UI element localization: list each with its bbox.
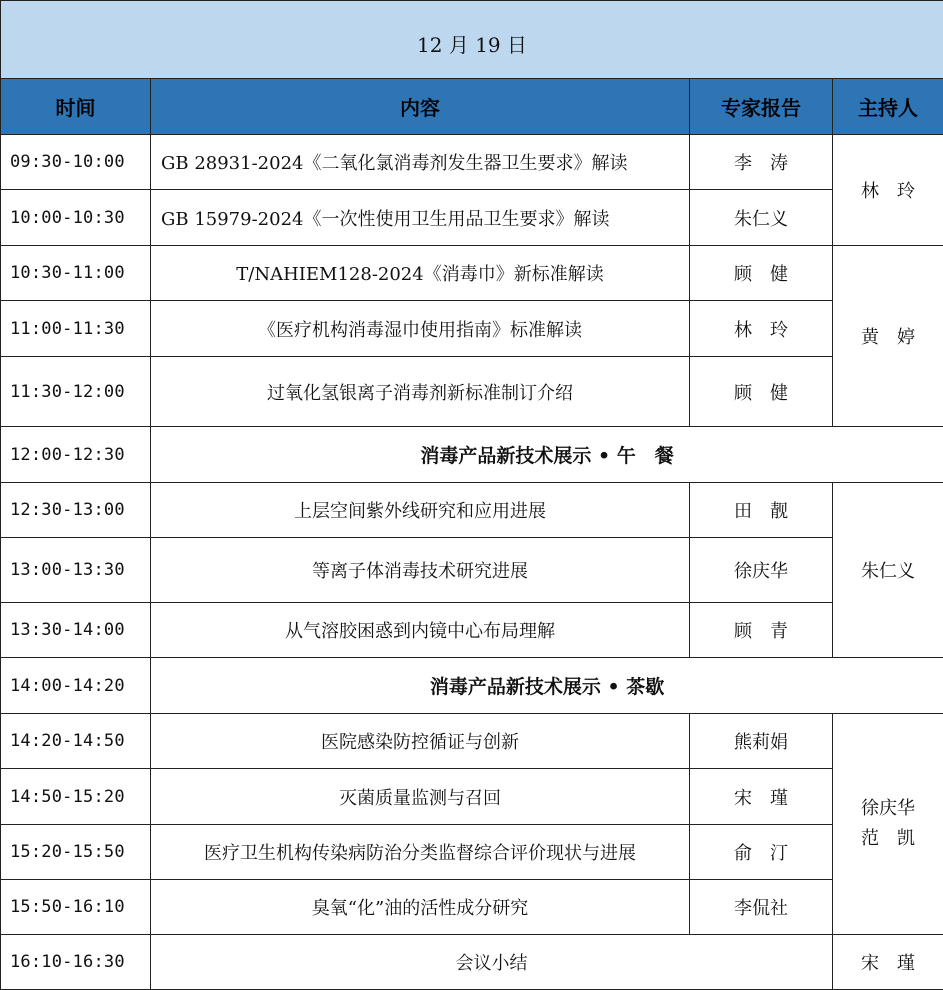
host-cell	[833, 714, 943, 935]
row-time: 10:00-10:30	[1, 190, 151, 246]
table-row	[1, 135, 943, 190]
row-speaker: 李 涛	[690, 135, 833, 190]
table-row	[1, 246, 943, 301]
table-row	[1, 769, 943, 825]
row-speaker: 林 玲	[690, 301, 833, 357]
row-content: 医院感染防控循证与创新	[151, 714, 690, 769]
header-time: 时间	[1, 79, 151, 135]
row-time: 14:20-14:50	[1, 714, 151, 769]
row-speaker: 顾 健	[690, 246, 833, 301]
table-row	[1, 658, 943, 714]
row-time: 15:20-15:50	[1, 825, 151, 880]
row-time: 09:30-10:00	[1, 135, 151, 190]
row-content: 《医疗机构消毒湿巾使用指南》标准解读	[151, 301, 690, 357]
break-label: 消毒产品新技术展示 • 午 餐	[151, 427, 943, 483]
host-cell: 林 玲	[833, 135, 943, 246]
row-content: 从气溶胶困惑到内镜中心布局理解	[151, 603, 690, 658]
row-time: 12:30-13:00	[1, 483, 151, 538]
table-row	[1, 538, 943, 603]
header-speaker: 专家报告	[690, 79, 833, 135]
host-cell: 宋 瑾	[833, 935, 943, 990]
row-time: 13:30-14:00	[1, 603, 151, 658]
row-speaker: 朱仁义	[690, 190, 833, 246]
row-content: GB 15979-2024《一次性使用卫生用品卫生要求》解读	[151, 190, 690, 246]
row-content: 会议小结	[151, 935, 833, 990]
table-row	[1, 603, 943, 658]
row-speaker: 宋 瑾	[690, 769, 833, 825]
table-row	[1, 190, 943, 246]
row-speaker: 顾 健	[690, 357, 833, 427]
row-content: 医疗卫生机构传染病防治分类监督综合评价现状与进展	[151, 825, 690, 880]
table-row	[1, 357, 943, 427]
table-row	[1, 301, 943, 357]
break-label: 消毒产品新技术展示 • 茶歇	[151, 658, 943, 714]
row-time: 14:50-15:20	[1, 769, 151, 825]
host-name: 范 凯	[833, 824, 943, 854]
header-host: 主持人	[833, 79, 943, 135]
header-content: 内容	[151, 79, 690, 135]
row-time: 11:00-11:30	[1, 301, 151, 357]
row-time: 14:00-14:20	[1, 658, 151, 714]
row-speaker: 俞 汀	[690, 825, 833, 880]
host-name: 徐庆华	[833, 794, 943, 824]
schedule-date: 12 月 19 日	[1, 1, 943, 79]
row-content: 上层空间紫外线研究和应用进展	[151, 483, 690, 538]
row-time: 12:00-12:30	[1, 427, 151, 483]
table-row	[1, 880, 943, 935]
row-speaker: 田 靓	[690, 483, 833, 538]
table-row	[1, 427, 943, 483]
row-time: 15:50-16:10	[1, 880, 151, 935]
row-time: 13:00-13:30	[1, 538, 151, 603]
row-content: GB 28931-2024《二氧化氯消毒剂发生器卫生要求》解读	[151, 135, 690, 190]
row-content: 灭菌质量监测与召回	[151, 769, 690, 825]
row-time: 10:30-11:00	[1, 246, 151, 301]
row-speaker: 李侃社	[690, 880, 833, 935]
row-speaker: 顾 青	[690, 603, 833, 658]
host-cell: 黄 婷	[833, 246, 943, 427]
host-cell: 朱仁义	[833, 483, 943, 658]
row-content: 臭氧“化”油的活性成分研究	[151, 880, 690, 935]
row-content: 过氧化氢银离子消毒剂新标准制订介绍	[151, 357, 690, 427]
row-time: 11:30-12:00	[1, 357, 151, 427]
row-content: 等离子体消毒技术研究进展	[151, 538, 690, 603]
row-content: T/NAHIEM128-2024《消毒巾》新标准解读	[151, 246, 690, 301]
table-row	[1, 935, 943, 990]
row-time: 16:10-16:30	[1, 935, 151, 990]
table-row	[1, 483, 943, 538]
table-row	[1, 714, 943, 769]
row-speaker: 熊莉娟	[690, 714, 833, 769]
row-speaker: 徐庆华	[690, 538, 833, 603]
table-row	[1, 825, 943, 880]
